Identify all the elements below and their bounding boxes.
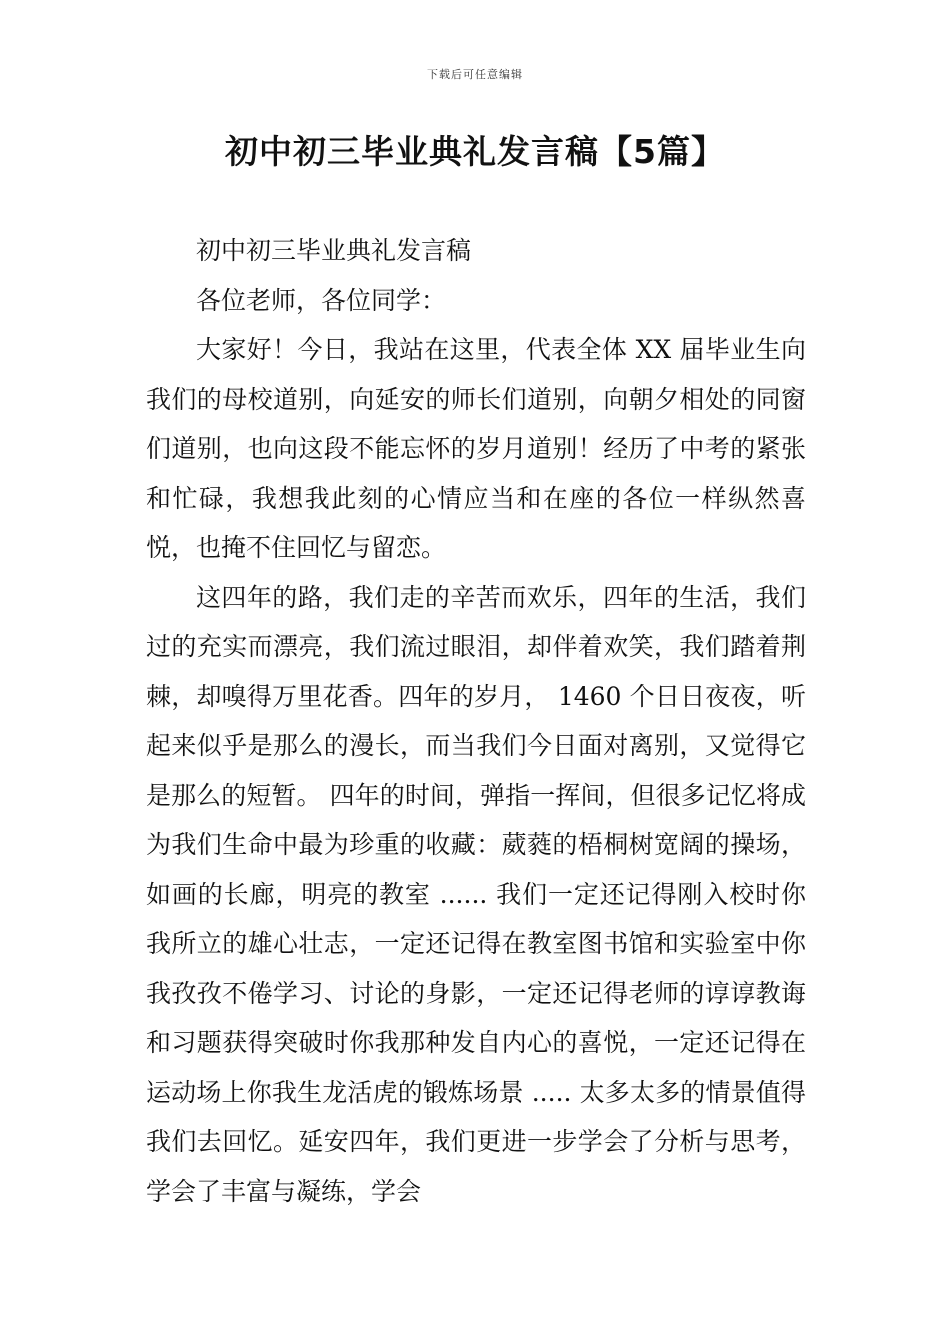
paragraph-memories: 这四年的路，我们走的辛苦而欢乐，四年的生活，我们过的充实而漂亮，我们流过眼泪，却伴着欢笑，我们踏着荆棘，却嗅得万里花香。四年的岁月， 1460 个日日夜夜，听起来似乎是那么的漫长，而当我们今日面对离别，又觉得它是那么的短暂。 四年的时间，弹指一挥间，但很多记忆将成为我们生命中最为珍重的收藏：葳蕤的梧桐树宽阔的操场，如画的长廊，明亮的教室 ...... 我们一定还记得刚入校时你我所立的雄心壮志，一定还记得在教室图书馆和实验室中你我孜孜不倦学习、讨论的身影，一定还记得老师的谆谆教诲和习题获得突破时你我那种发自内心的喜悦，一定还记得在运动场上你我生龙活虎的锻炼场景 ..... 太多太多的情景值得我们去回忆。延安四年，我们更进一步学会了分析与思考，学会了丰富与凝练，学会: [146, 582, 806, 1206]
paragraph-salutation: 各位老师，各位同学：: [196, 285, 447, 315]
paragraph-greeting: 大家好！今日，我站在这里，代表全体 XX 届毕业生向我们的母校道别，向延安的师长们道别，向朝夕相处的同窗们道别，也向这段不能忘怀的岁月道别！经历了中考的紧张和忙碌，我想我此刻的心情应当和在座的各位一样纵然喜悦，也掩不住回忆与留恋。: [146, 335, 806, 562]
document-body: [146, 226, 806, 1216]
paragraph-subtitle: 初中初三毕业典礼发言稿: [196, 236, 472, 265]
header-note: 下载后可任意编辑: [427, 68, 523, 81]
document-title: 初中初三毕业典礼发言稿【5篇】: [225, 132, 725, 171]
